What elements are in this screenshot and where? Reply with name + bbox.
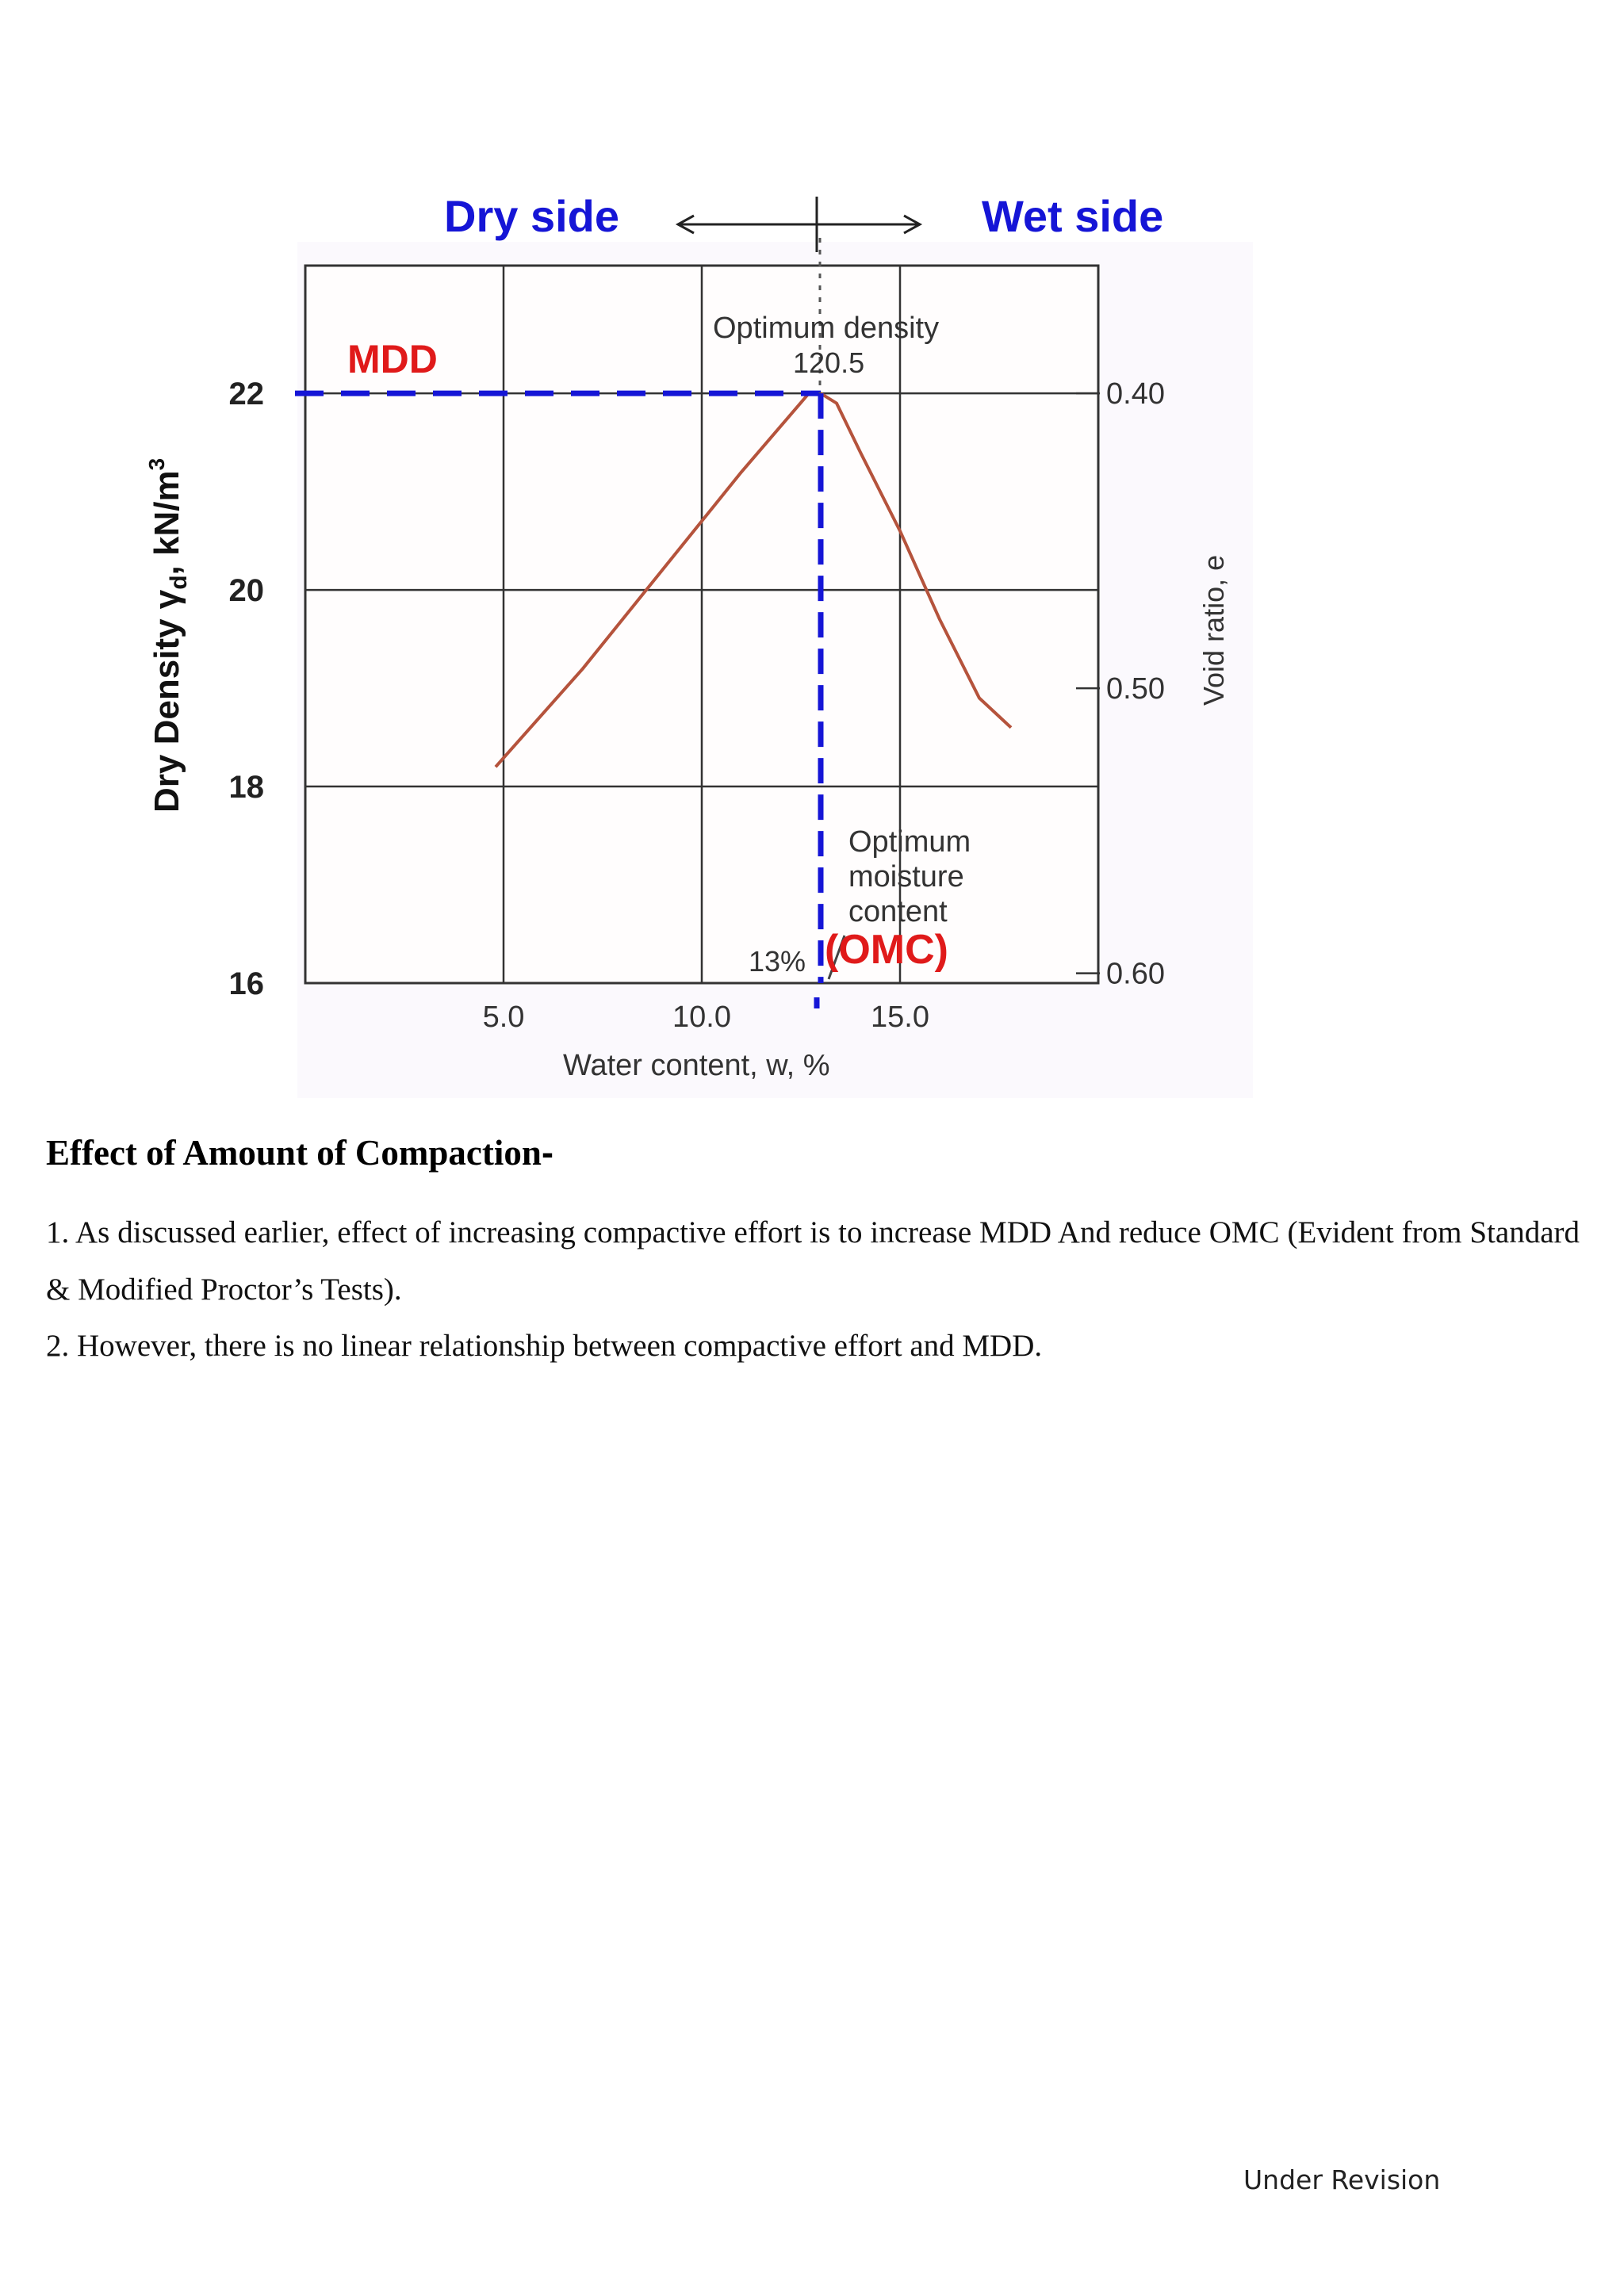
y-tick-label-1: 18 [228, 770, 264, 806]
y-tick-label-3: 22 [228, 377, 264, 412]
optimum-density-value: 120.5 [793, 346, 865, 379]
compaction-chart [0, 0, 1624, 1126]
omc-value-label: 13% [749, 945, 806, 978]
optimum-density-label: Optimum density [713, 312, 940, 345]
dry-side-label: Dry side [444, 191, 619, 241]
omc-abbrev-label: (OMC) [825, 927, 948, 973]
section-heading: Effect of Amount of Compaction- [46, 1132, 553, 1173]
void-ratio-tick-label-2: 0.60 [1106, 957, 1165, 991]
void-ratio-tick-label-0: 0.40 [1106, 377, 1165, 411]
void-ratio-axis-title: Void ratio, e [1197, 554, 1230, 706]
omc-label-line3: content [848, 895, 948, 928]
y-tick-label-2: 20 [228, 573, 264, 609]
y-axis [229, 377, 265, 1001]
mdd-label: MDD [347, 337, 438, 381]
paragraph-2: 2. However, there is no linear relationship between compactive effort and MDD. [46, 1329, 1043, 1363]
y-axis-title: Dry Density $\gamma_d$, $kN/m^3$ [144, 457, 192, 813]
omc-label-line2: moisture [848, 860, 964, 894]
x-tick-label-2: 15.0 [871, 1001, 929, 1034]
x-axis-title: Water content, w, % [563, 1049, 830, 1082]
y-tick-label-0: 16 [228, 966, 264, 1001]
omc-label-line1: Optimum [848, 825, 971, 859]
footer-status: Under Revision [1243, 2164, 1441, 2195]
x-tick-label-0: 5.0 [482, 1001, 525, 1034]
wet-side-label: Wet side [982, 191, 1164, 241]
paragraph-1: 1. As discussed earlier, effect of increasing compactive effort is to increase MDD And reduce OMC (Evident from Standard & Modified Proctor’s Tests). [46, 1215, 1580, 1307]
x-tick-label-1: 10.0 [672, 1001, 731, 1034]
void-ratio-tick-label-1: 0.50 [1106, 672, 1165, 706]
